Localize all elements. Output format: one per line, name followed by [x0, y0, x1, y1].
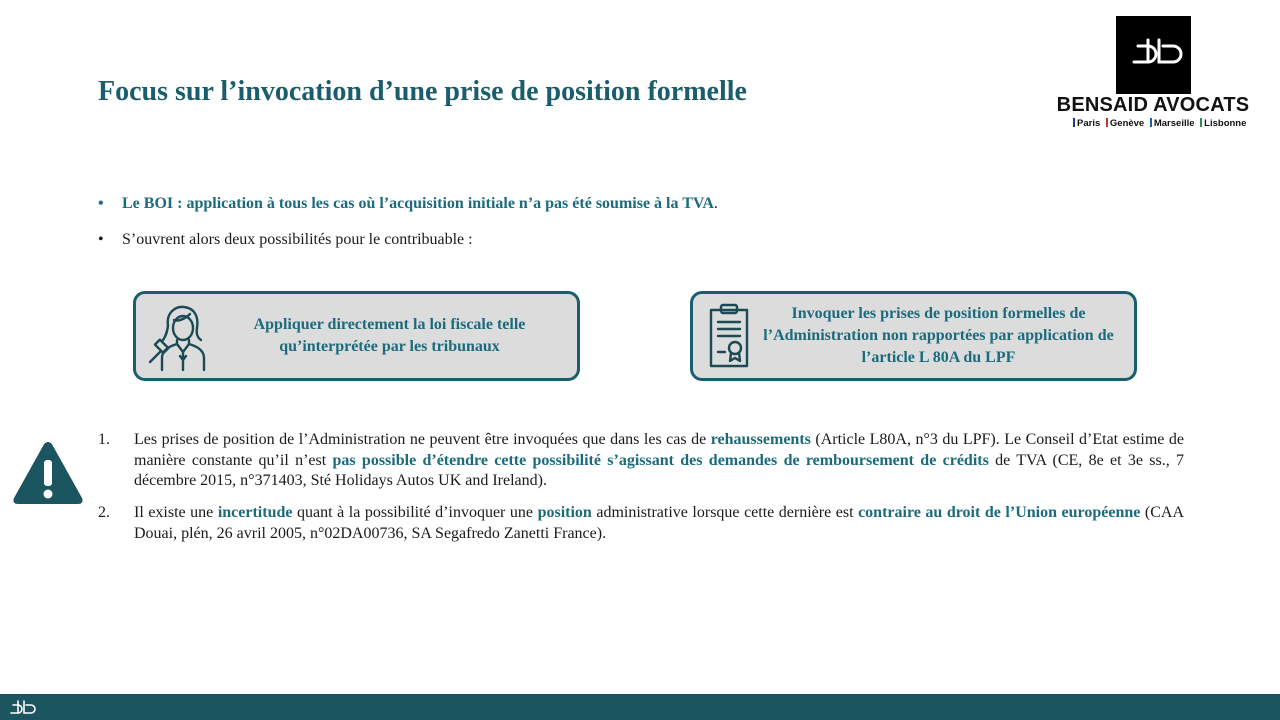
option-card-tribunals-text: Appliquer directement la loi fiscale telle qu’interprétée par les tribunaux	[253, 316, 526, 355]
bullet-boi	[98, 195, 718, 213]
footer-monogram-icon	[8, 697, 44, 717]
list-item-body	[134, 503, 1184, 544]
bullet-boi-tail: .	[713, 195, 718, 212]
list-item-number: 2.	[98, 504, 110, 521]
bullet-dot: •	[98, 231, 104, 248]
slide-title: Focus sur l’invocation d’une prise de position formelle	[98, 76, 747, 107]
city-bar-2	[1150, 118, 1152, 127]
option-card-tribunals	[133, 291, 580, 381]
option-card-administration-text: Invoquer les prises de position formelles de l’Administration non rapportées par application de l’article L 80A du LPF	[763, 305, 1114, 366]
list-item	[98, 430, 1184, 492]
city-geneve: Genève	[1109, 118, 1145, 129]
text-run: (CAA Douai, plén, 26 avril 2005, n°02DA00736, SA Segafredo Zanetti France).	[134, 504, 1184, 542]
logo-name: BENSAID AVOCATS	[1056, 94, 1250, 116]
highlight-eu-law: contraire au droit de l’Union européenne	[858, 504, 1141, 521]
list-item-body	[134, 430, 1184, 492]
list-item-number: 1.	[98, 431, 110, 448]
city-marseille: Marseille	[1153, 118, 1195, 129]
bullet-possibilities-text: S’ouvrent alors deux possibilités pour le contribuable :	[122, 231, 473, 248]
text-run: de TVA (CE, 8e et 3e ss., 7 décembre 2015, n°371403, Sté Holidays Autos UK and Ireland).	[134, 451, 1185, 489]
bullet-dot: •	[98, 195, 104, 212]
text-run: Il existe une	[134, 504, 218, 521]
highlight-extension: pas possible d’étendre cette possibilité s’agissant des demandes de remboursement de crédits	[332, 451, 989, 469]
city-paris: Paris	[1077, 118, 1101, 129]
city-bar-1	[1106, 118, 1108, 127]
highlight-incertitude: incertitude	[217, 504, 293, 521]
list-item	[98, 503, 1184, 544]
highlight-position: position	[537, 504, 592, 521]
text-run: quant à la possibilité d’invoquer une	[292, 504, 538, 521]
text-run: administrative lorsque cette dernière est	[591, 504, 859, 521]
text-run: (Article L80A, n°3 du LPF). Le Conseil d’Etat estime de manière constante qu’il n’est	[134, 431, 1184, 469]
footer-bar	[0, 694, 1280, 720]
logo-monogram	[1116, 16, 1191, 94]
city-bar-3	[1200, 118, 1202, 127]
city-bar-0	[1073, 118, 1075, 127]
option-card-administration	[690, 291, 1137, 381]
certificate-icon	[703, 302, 755, 370]
bullet-boi-highlight: Le BOI : application à tous les cas où l’acquisition initiale n’a pas été soumise à la TVA	[122, 195, 714, 212]
bullet-possibilities	[98, 231, 473, 249]
text-run: Les prises de position de l’Administration ne peuvent être invoquées que dans les cas de	[134, 431, 711, 448]
judge-icon	[146, 300, 212, 372]
highlight-rehaussements: rehaussements	[710, 431, 811, 448]
bensaid-logo	[1056, 16, 1250, 132]
logo-cities	[1070, 118, 1250, 129]
warning-icon	[12, 438, 84, 506]
city-lisbonne: Lisbonne	[1204, 118, 1247, 129]
monogram-icon	[1116, 16, 1191, 94]
